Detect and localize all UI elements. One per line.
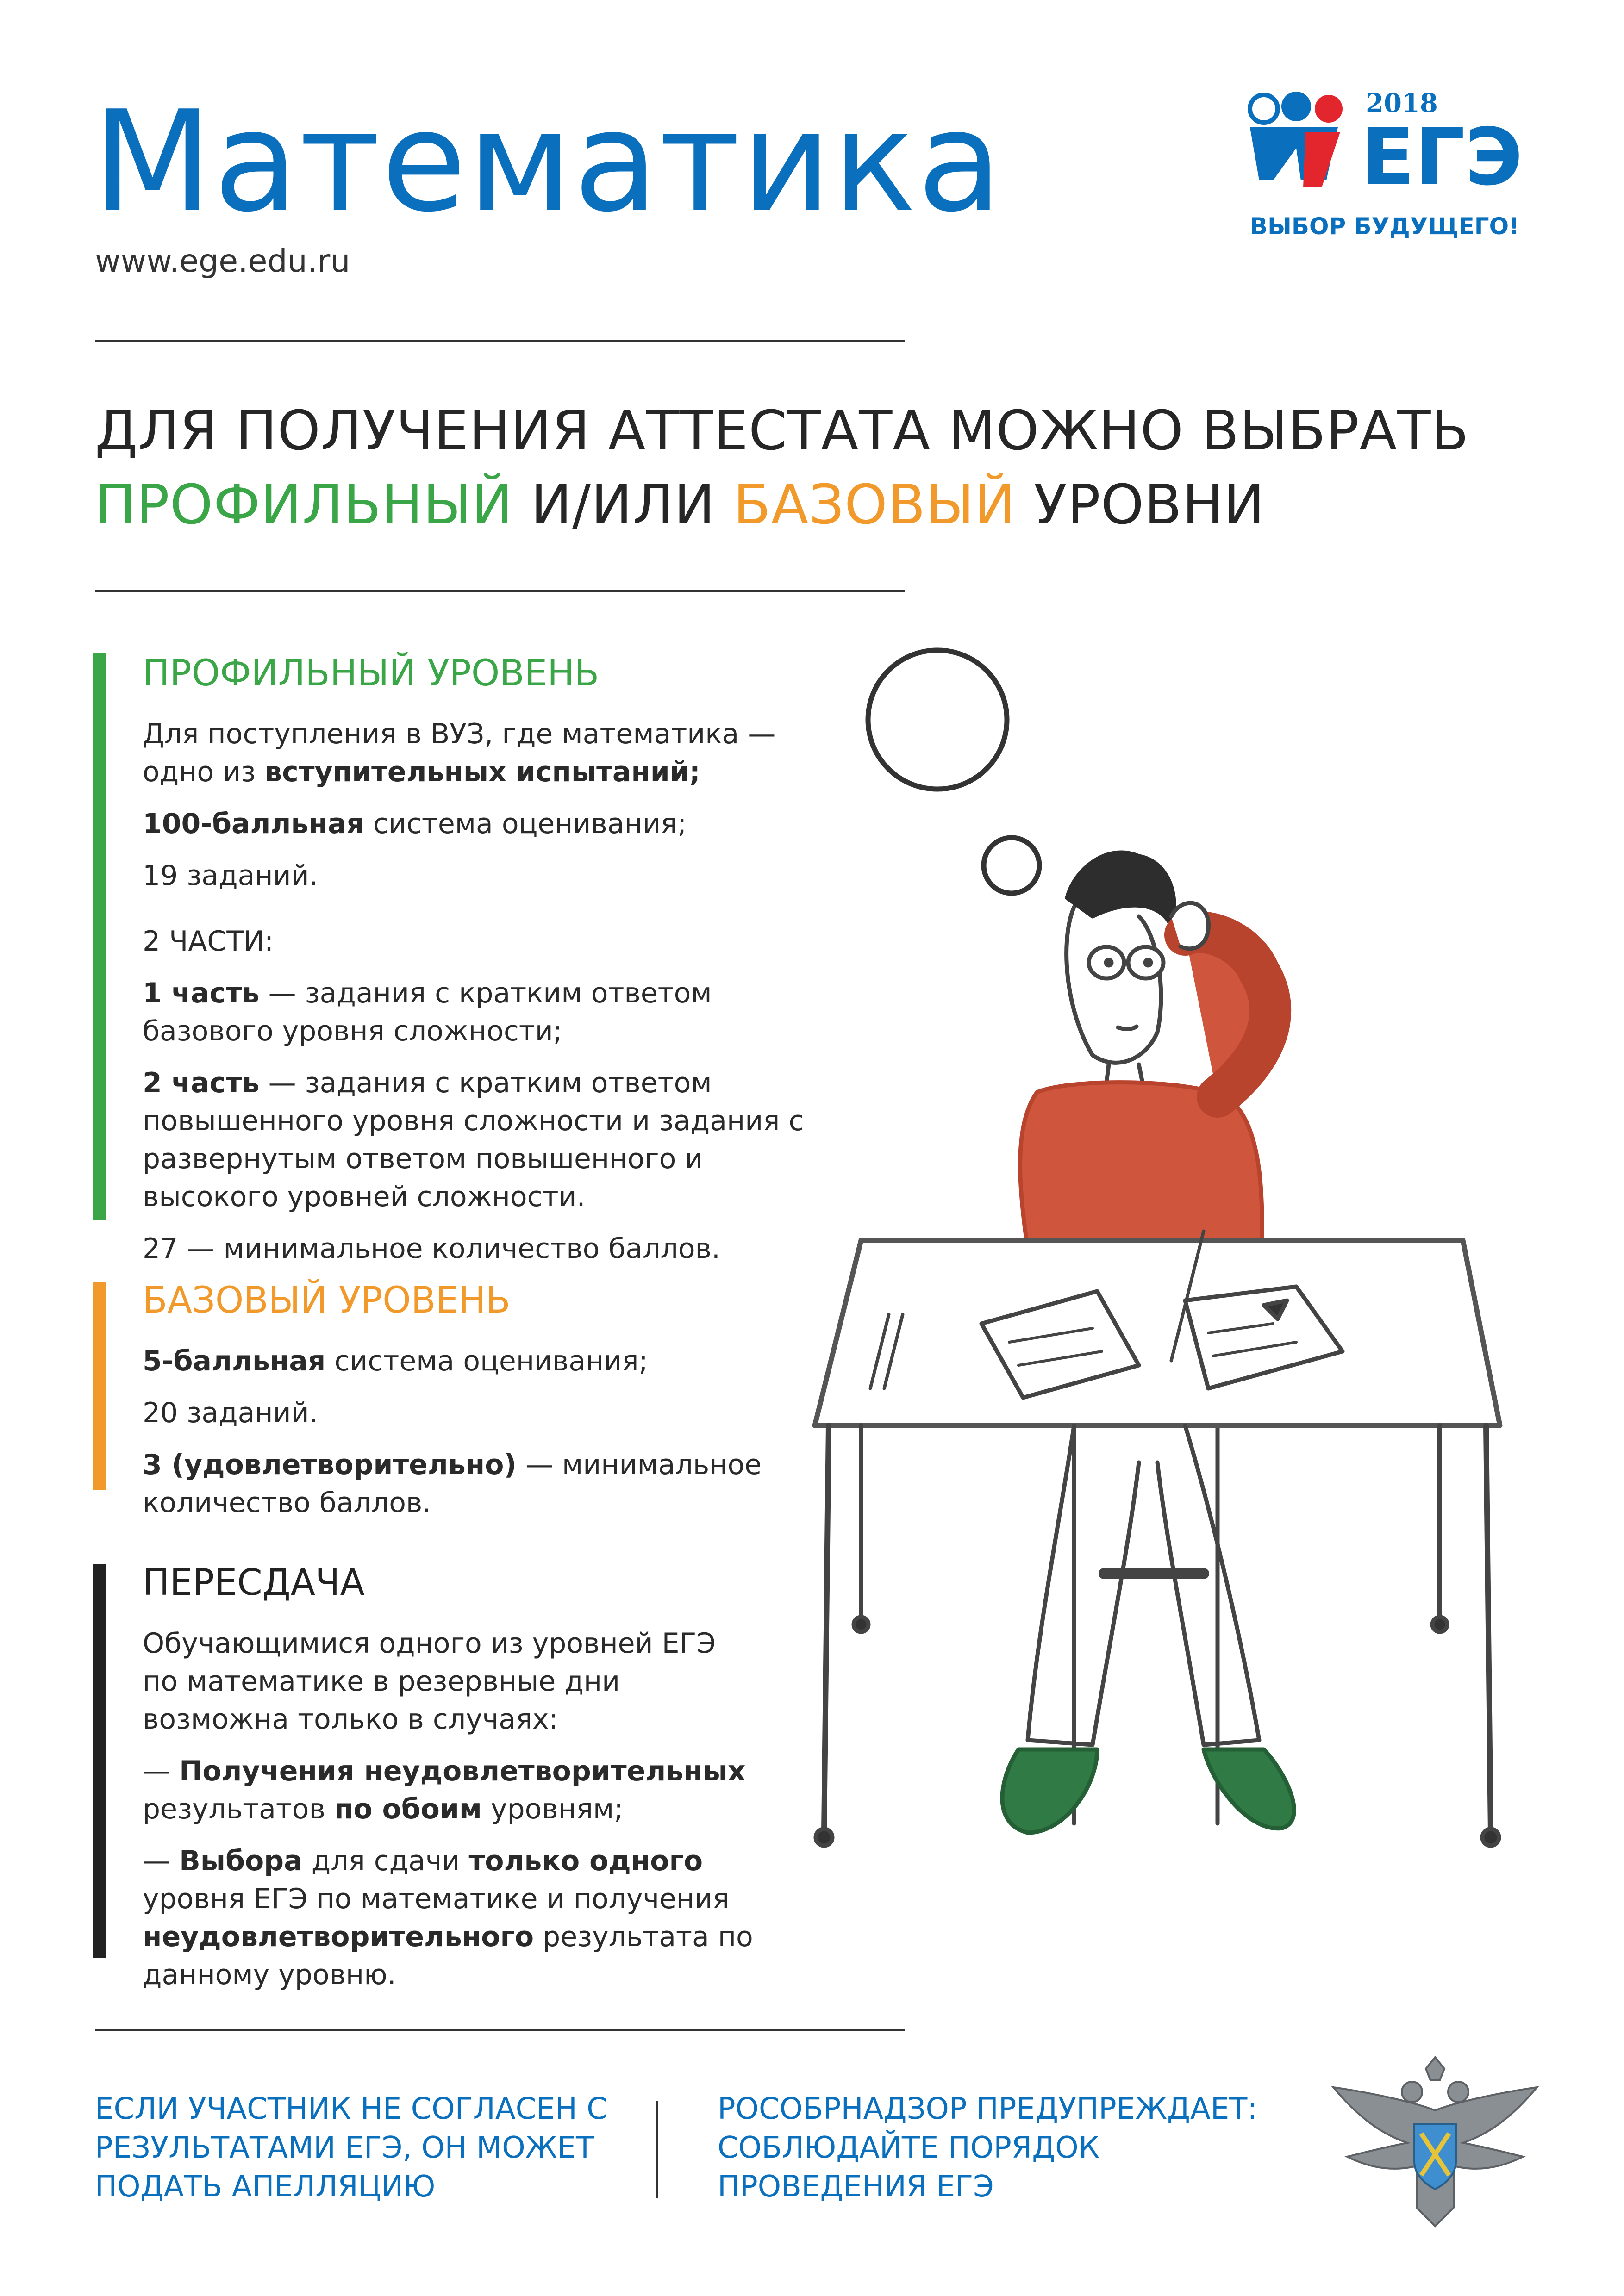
profile-title: ПРОФИЛЬНЫЙ УРОВЕНЬ [143,653,600,694]
base-p3: 3 (удовлетворительно) — минимальное количество баллов. [143,1449,762,1519]
profile-p4: 2 ЧАСТИ: [143,925,274,958]
retake-title: ПЕРЕСДАЧА [143,1562,365,1604]
profile-p3: 19 заданий. [143,859,318,892]
profile-p2: 100-балльная система оценивания; [143,808,687,840]
base-p2: 20 заданий. [143,1397,318,1429]
student-at-desk-illustration [741,639,1574,1879]
headline-base: БАЗОВЫЙ [733,473,1016,536]
ege-logo-name: ЕГЭ [1361,112,1523,203]
double-headed-eagle-icon [1329,2055,1542,2231]
ege-logo-year: 2018 [1366,88,1438,118]
footer-separator [656,2101,658,2198]
footer-warning: РОСОБРНАДЗОР ПРЕДУПРЕЖДАЕТ: СОБЛЮДАЙТЕ ПОРЯДОК ПРОВЕДЕНИЯ ЕГЭ [718,2092,1257,2204]
ege-logo-slogan: ВЫБОР БУДУЩЕГО! [1250,213,1519,240]
retake-accent-bar [93,1564,106,1958]
profile-p6: 2 часть — задания с кратким ответом повышенного уровня сложности и задания с развернутым ответом повышенного и высокого уровней сложности. [143,1067,804,1213]
site-url: www.ege.edu.ru [95,243,350,280]
page-title: Математика [93,81,1003,243]
divider-footer [95,2029,905,2031]
divider-headline [95,590,905,592]
base-p1: 5-балльная система оценивания; [143,1345,648,1377]
headline-middle: И/ИЛИ [513,473,733,536]
profile-p5: 1 часть — задания с кратким ответом базового уровня сложности; [143,977,712,1047]
retake-section [143,1560,754,2008]
retake-p3: — Выбора для сдачи только одного уровня ЕГЭ по математике и получения неудовлетворительного результата по данному уровню. [143,1845,753,1991]
headline-line1: ДЛЯ ПОЛУЧЕНИЯ АТТЕСТАТА МОЖНО ВЫБРАТЬ [95,398,1469,462]
headline-end: УРОВНИ [1016,473,1265,536]
base-accent-bar [93,1282,106,1490]
headline [95,393,1469,541]
headline-line2 [95,467,1469,541]
retake-p2: — Получения неудовлетворительных результатов по обоим уровням; [143,1755,746,1825]
divider-top [95,340,905,342]
ege-logo [1245,88,1542,245]
retake-p1: Обучающимися одного из уровней ЕГЭ по математике в резервные дни возможна только в случаях: [143,1627,716,1736]
profile-p7: 27 — минимальное количество баллов. [143,1232,720,1265]
footer-appeal-note: ЕСЛИ УЧАСТНИК НЕ СОГЛАСЕН С РЕЗУЛЬТАТАМИ ЕГЭ, ОН МОЖЕТ ПОДАТЬ АПЕЛЛЯЦИЮ [95,2092,607,2204]
headline-profile: ПРОФИЛЬНЫЙ [95,473,513,536]
base-title: БАЗОВЫЙ УРОВЕНЬ [143,1280,511,1321]
profile-p1: Для поступления в ВУЗ, где математика — одно из вступительных испытаний; [143,718,776,788]
profile-accent-bar [93,653,106,1220]
